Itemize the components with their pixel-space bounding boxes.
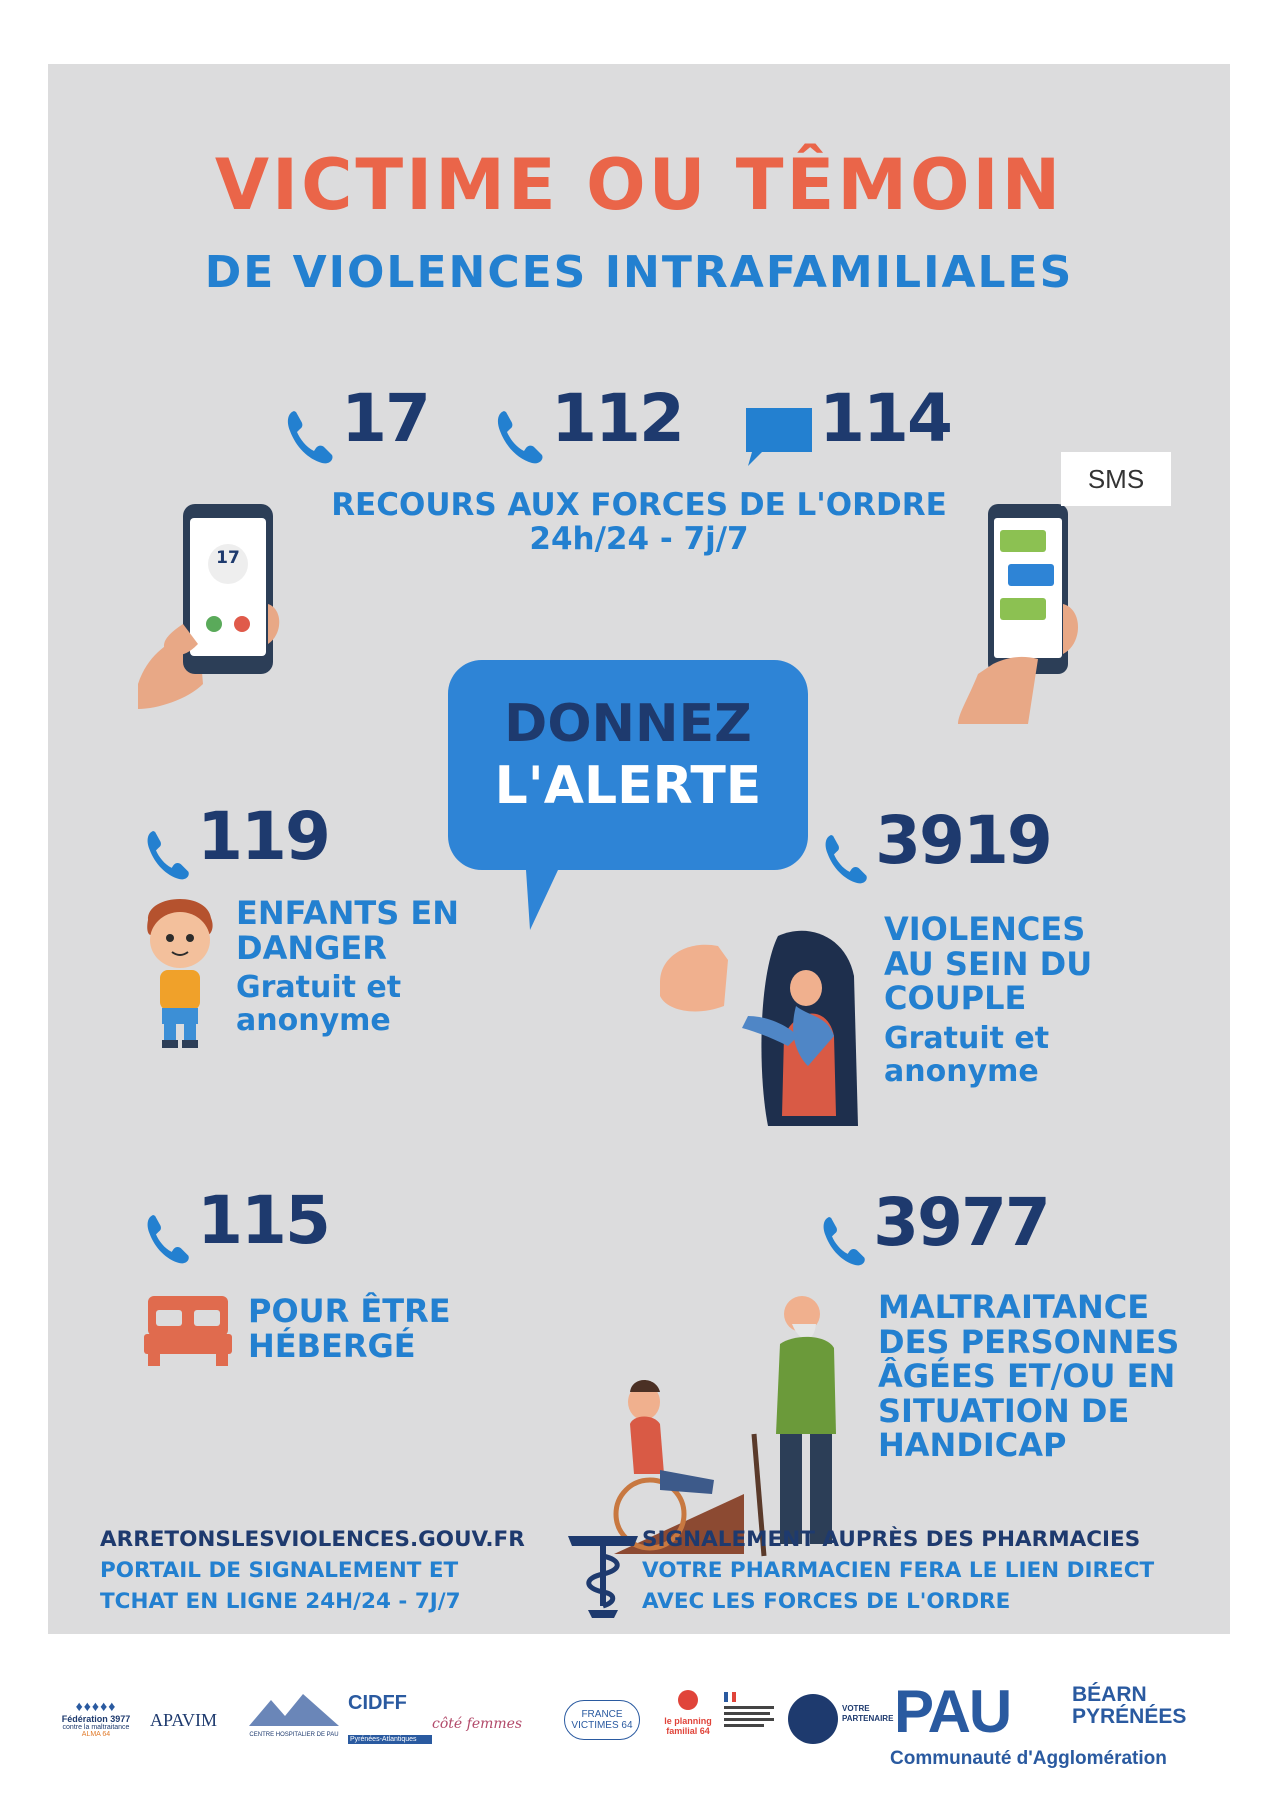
n3977-label4: SITUATION DE xyxy=(878,1391,1130,1430)
n3919-sub1: Gratuit et xyxy=(884,1020,1050,1056)
planning-familial-logo: le planning familial 64 xyxy=(658,1690,718,1736)
poster xyxy=(48,64,1230,1634)
footer-right-line2: VOTRE PHARMACIEN FERA LE LIEN DIRECT xyxy=(642,1558,1155,1584)
communaute-agglomeration-text: Communauté d'Agglomération xyxy=(890,1748,1167,1769)
n119-label1: ENFANTS EN xyxy=(236,894,460,932)
government-logo xyxy=(724,1692,782,1752)
hand-phone-call-illustration xyxy=(128,484,288,714)
pyrenees-atlantiques-logo xyxy=(788,1694,838,1744)
number-119: 119 xyxy=(197,798,329,875)
number-3977: 3977 xyxy=(873,1184,1049,1261)
title-line1: VICTIME OU TÊMOIN xyxy=(214,144,1064,226)
number-115: 115 xyxy=(197,1182,329,1259)
footer-right-line3: AVEC LES FORCES DE L'ORDRE xyxy=(642,1589,1011,1615)
number-17-group[interactable] xyxy=(284,380,429,467)
footer-left xyxy=(100,1524,525,1618)
number-119-group[interactable] xyxy=(144,798,329,884)
forces-line1: RECOURS AUX FORCES DE L'ORDRE xyxy=(331,487,947,523)
number-112: 112 xyxy=(551,380,683,457)
forces-line2: 24h/24 - 7j/7 xyxy=(529,521,749,558)
phone-screen-number: 17 xyxy=(216,548,240,568)
bed-icon xyxy=(144,1292,232,1368)
alert-line1: DONNEZ xyxy=(504,694,752,754)
n3977-label2: DES PERSONNES xyxy=(878,1322,1180,1361)
n3977-label5: HANDICAP xyxy=(878,1426,1067,1465)
n115-label1: POUR ÊTRE xyxy=(248,1292,451,1330)
n3977-label3: ÂGÉES ET/OU EN xyxy=(878,1357,1176,1396)
number-114-group[interactable] xyxy=(744,380,951,468)
footer-right xyxy=(642,1524,1154,1618)
cidff-logo: CIDFF Pyrénées-Atlantiques xyxy=(348,1692,432,1744)
alert-line2: L'ALERTE xyxy=(494,756,762,816)
phone-icon xyxy=(144,1210,192,1268)
number-112-group[interactable] xyxy=(494,380,683,467)
footer-left-line3: TCHAT EN LIGNE 24H/24 - 7J/7 xyxy=(100,1589,461,1615)
cote-femmes-logo: côté femmes xyxy=(432,1716,523,1732)
n119-text xyxy=(236,896,459,1037)
chat-icon xyxy=(744,406,814,468)
n3977-text xyxy=(878,1290,1179,1463)
apavim-logo: APAVIM xyxy=(150,1710,218,1730)
n119-sub2: anonyme xyxy=(236,1003,391,1039)
n3919-text xyxy=(884,912,1092,1088)
phone-icon xyxy=(822,830,870,888)
number-3919: 3919 xyxy=(875,802,1051,879)
n119-sub1: Gratuit et xyxy=(236,970,402,1006)
n3919-label1: VIOLENCES xyxy=(884,910,1086,948)
couple-violence-illustration xyxy=(658,916,868,1126)
footer-right-line1: SIGNALEMENT AUPRÈS DES PHARMACIES xyxy=(642,1527,1141,1552)
n115-label2: HÉBERGÉ xyxy=(248,1326,416,1365)
partners-logos-row xyxy=(50,1680,1230,1790)
number-3977-group[interactable] xyxy=(820,1184,1049,1270)
number-115-group[interactable] xyxy=(144,1182,329,1268)
n3919-label3: COUPLE xyxy=(884,979,1027,1018)
n119-label2: DANGER xyxy=(236,928,387,967)
centre-hospitalier-logo: CENTRE HOSPITALIER DE PAU xyxy=(244,1692,344,1738)
bearn-pyrenees-logo: BÉARN PYRÉNÉES xyxy=(1072,1683,1187,1729)
n3919-label2: AU SEIN DU xyxy=(884,944,1093,983)
phone-icon xyxy=(284,407,336,467)
federation-3977-logo: ♦♦♦♦♦ Fédération 3977 contre la maltraitance ALMA 64 xyxy=(61,1698,131,1738)
n115-text xyxy=(248,1294,451,1363)
elderly-wheelchair-illustration xyxy=(604,1284,904,1564)
number-114: 114 xyxy=(819,380,951,457)
hand-phone-sms-illustration xyxy=(958,484,1138,724)
footer-url[interactable]: ARRETONSLESVIOLENCES.GOUV.FR xyxy=(100,1527,525,1552)
child-illustration xyxy=(136,890,226,1050)
pharmacy-caduceus-icon xyxy=(564,1530,642,1620)
n3977-label1: MALTRAITANCE xyxy=(878,1288,1150,1326)
number-17: 17 xyxy=(341,380,429,457)
france-victimes-logo: FRANCE VICTIMES 64 xyxy=(564,1700,640,1740)
pau-logo: PAU xyxy=(894,1678,1011,1745)
votre-partenaire-text: VOTRE PARTENAIRE xyxy=(842,1704,894,1724)
sms-label: SMS xyxy=(1061,452,1171,506)
phone-icon xyxy=(820,1212,868,1270)
phone-icon xyxy=(144,826,192,884)
footer-left-line2: PORTAIL DE SIGNALEMENT ET xyxy=(100,1558,459,1584)
n3919-sub2: anonyme xyxy=(884,1053,1039,1089)
title-line2: DE VIOLENCES INTRAFAMILIALES xyxy=(204,247,1074,298)
number-3919-group[interactable] xyxy=(822,802,1051,888)
phone-icon xyxy=(494,407,546,467)
